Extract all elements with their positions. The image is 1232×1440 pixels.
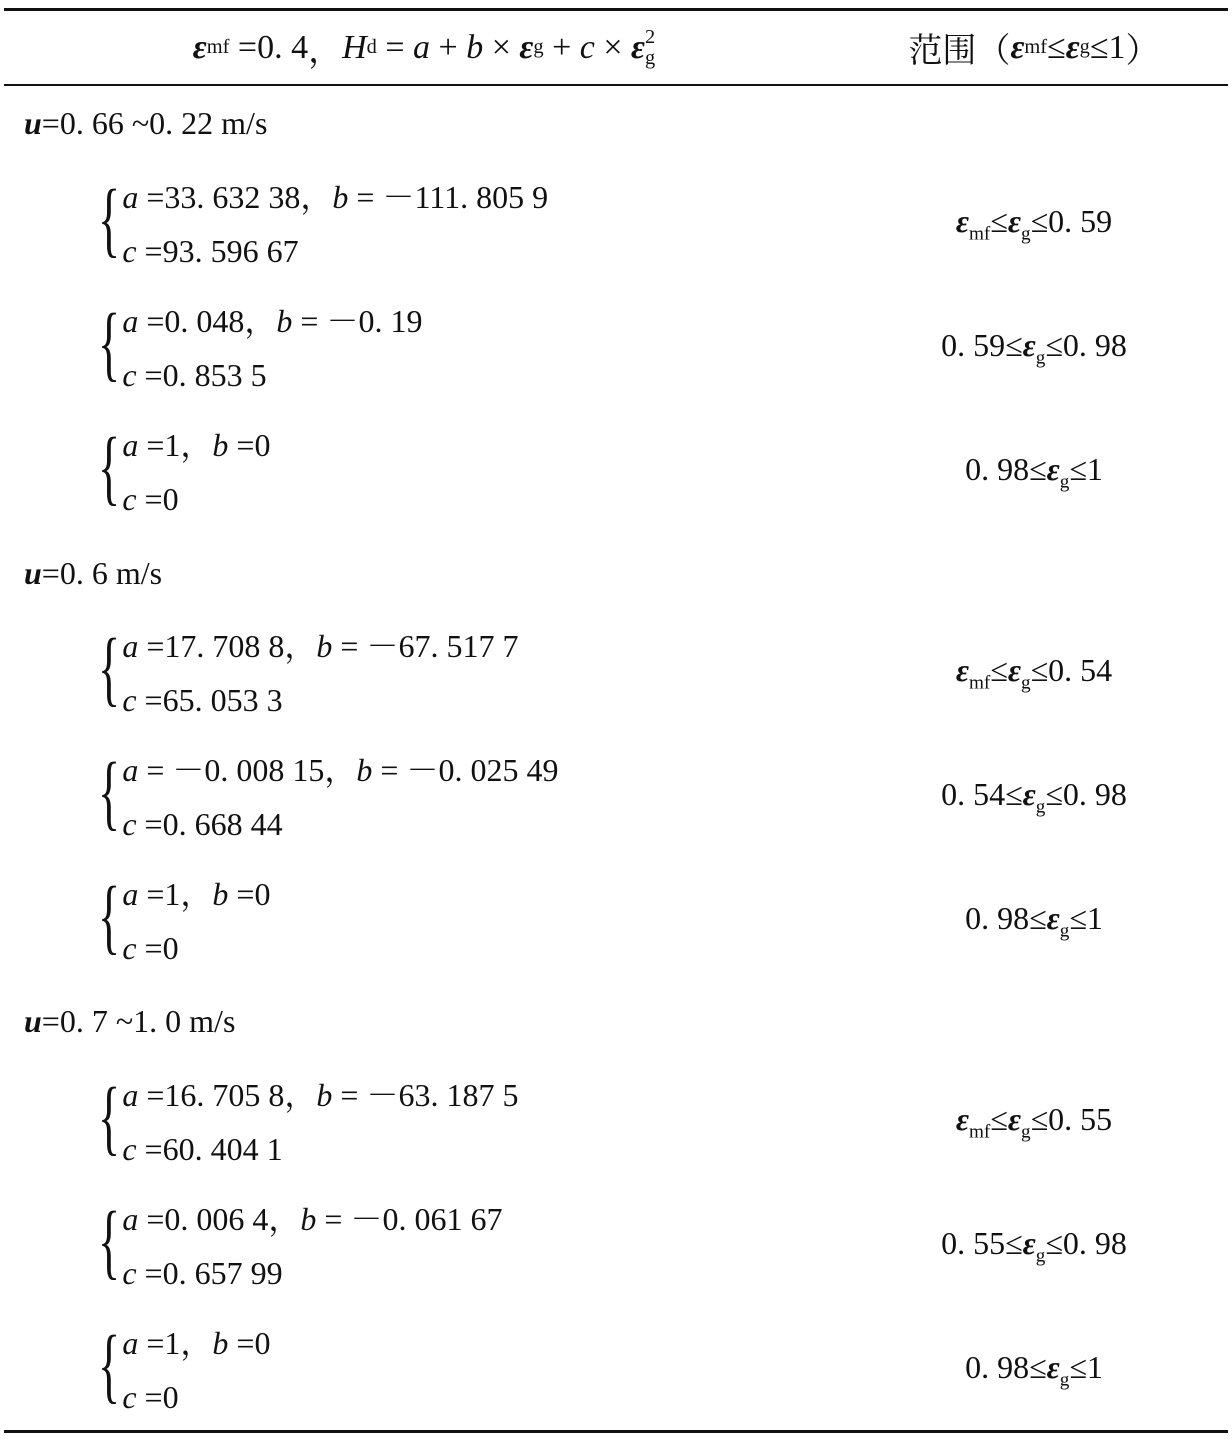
brace-icon: { [98, 1195, 121, 1288]
brace-icon: { [98, 746, 121, 839]
header-rule [4, 84, 1228, 86]
coefficient-set: { a =33. 632 38，b = －111. 805 9 c =93. 596 67 [98, 173, 549, 269]
formula-header: ε mf = 0. 4 ， H d = a + b × ε g + c × ε 2 g [192, 26, 656, 70]
brace-icon: { [98, 297, 121, 390]
range-cell: 0. $98\le\varepsilon_g\le 1$ [965, 1349, 1103, 1391]
range-cell: 0. $59\le\varepsilon_g\le 0$. 98 [941, 327, 1127, 369]
brace-icon: { [98, 173, 121, 266]
coefficient-set: { a =0. 048，b = －0. 19 c =0. 853 5 [98, 297, 423, 393]
coefficient-set: { a =17. 708 8，b = －67. 517 7 c =65. 053 3 [98, 622, 519, 718]
brace-icon: { [98, 1319, 121, 1412]
coefficient-set: { a =1，b =0 c =0 [98, 870, 271, 966]
range-cell: $\varepsilon_{mf}\le\varepsilon_g\le 0$. 55 [955, 1101, 1113, 1143]
coefficient-set: { a =16. 705 8，b = －63. 187 5 c =60. 404 1 [98, 1071, 519, 1167]
brace-icon: { [98, 870, 121, 963]
velocity-group-label: u=0. 6 m/s [24, 555, 163, 591]
bottom-rule [4, 1430, 1228, 1433]
eps-mf-value: 0. 4 [257, 28, 309, 66]
coefficient-set: { a =1，b =0 c =0 [98, 1319, 271, 1415]
range-cell: 0. $54\le\varepsilon_g\le 0$. 98 [941, 776, 1127, 818]
range-cell: 0. $98\le\varepsilon_g\le 1$ [965, 451, 1103, 493]
brace-icon: { [98, 1071, 121, 1164]
coefficient-set: { a =0. 006 4，b = －0. 061 67 c =0. 657 99 [98, 1195, 503, 1291]
range-header: 范围 （ ε mf ≤ ε g ≤ 1 ） [908, 28, 1160, 70]
range-cell: 0. $55\le\varepsilon_g\le 0$. 98 [941, 1225, 1127, 1267]
velocity-group-label: u=0. 66 ~0. 22 m/s [24, 105, 268, 141]
range-cell: 0. $98\le\varepsilon_g\le 1$ [965, 900, 1103, 942]
velocity-group-label: u=0. 7 ~1. 0 m/s [24, 1003, 236, 1039]
coefficient-set: { a =1，b =0 c =0 [98, 421, 271, 517]
brace-icon: { [98, 622, 121, 715]
range-cell: $\varepsilon_{mf}\le\varepsilon_g\le 0$. 59 [955, 203, 1113, 245]
brace-icon: { [98, 421, 121, 514]
range-cell: $\varepsilon_{mf}\le\varepsilon_g\le 0$. 54 [955, 652, 1113, 694]
coefficient-set: { a = －0. 008 15，b = －0. 025 49 c =0. 668 44 [98, 746, 559, 842]
